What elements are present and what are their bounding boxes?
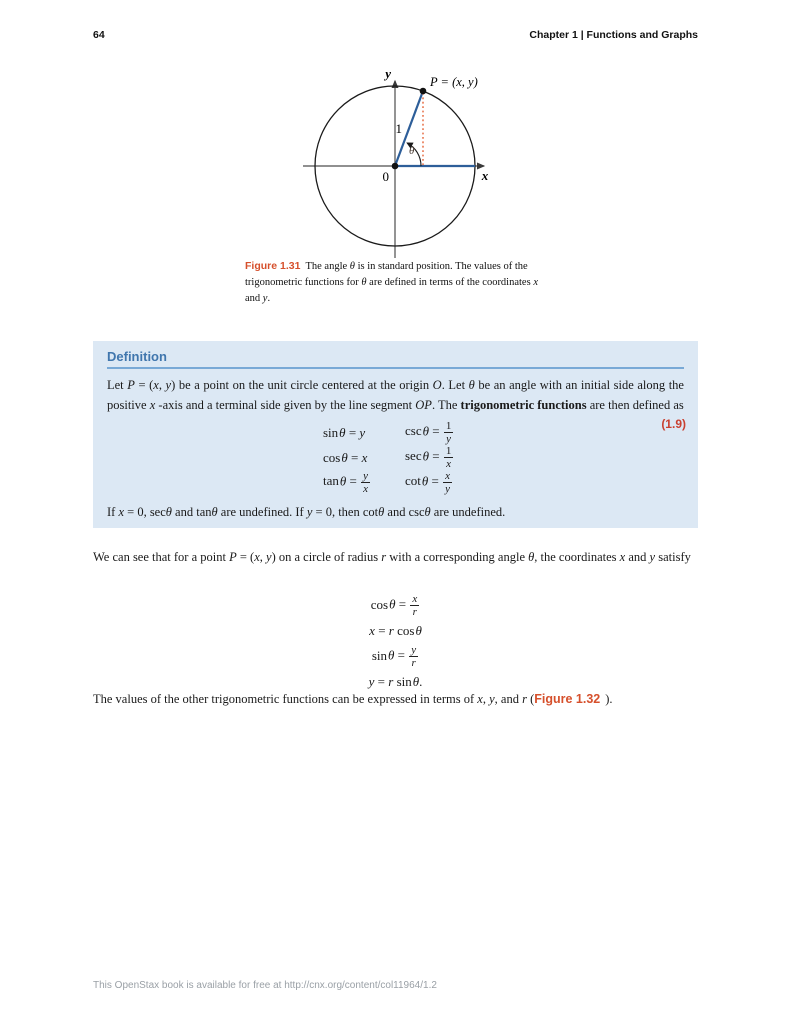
chapter-title: Chapter 1 | Functions and Graphs <box>529 29 698 41</box>
x-axis-label: x <box>481 168 489 183</box>
equation-y-r: y = r sinθ. <box>368 674 423 690</box>
equation-number: (1.9) <box>661 417 686 431</box>
equation-row <box>323 445 684 470</box>
radius-label: 1 <box>395 121 402 136</box>
trig-equations <box>323 420 684 495</box>
angle-theta-label: θ <box>409 145 415 157</box>
openstax-footer: This OpenStax book is available for free at http://cnx.org/content/col11964/1.2 <box>93 980 437 991</box>
equation-cos: cosθ = x <box>323 449 368 465</box>
equation-cos-r: cosθ = $\frac{x}{r}$ <box>370 593 418 619</box>
equation-row <box>323 470 684 495</box>
radius-equations <box>0 593 791 695</box>
page-number: 64 <box>93 29 105 41</box>
definition-title: Definition <box>107 349 167 364</box>
body-paragraph-other-functions: The values of the other trigonometric functions can be expressed in terms of x, y, and r (Figure 1.32 ). <box>93 692 613 706</box>
point-p-dot <box>420 88 427 95</box>
definition-rule <box>107 367 684 369</box>
page-header <box>93 29 698 41</box>
equation-x-r: x = r cosθ <box>369 623 422 639</box>
equation-row <box>323 420 684 445</box>
origin-dot <box>392 163 399 170</box>
unit-circle-figure <box>291 60 496 260</box>
definition-box <box>93 341 698 528</box>
origin-label: 0 <box>382 169 389 184</box>
equation-sin: sinθ = y <box>323 424 366 440</box>
definition-undefined-note: If x = 0, secθ and tanθ are undefined. If y = 0, then cotθ and cscθ are undefined. <box>107 505 506 519</box>
definition-intro: Let P = (x, y) be a point on the unit circle centered at the origin O. Let θ be an angle with an initial side along the positive x -axis and a terminal side given by the line segment OP. The trigonometric functions are then defined as <box>107 378 684 412</box>
body-paragraph-radius: We can see that for a point P = (x, y) on a circle of radius r with a corresponding angle θ, the coordinates x and y satisfy <box>93 550 691 564</box>
equation-sin-r: sinθ = $\frac{y}{r}$ <box>371 644 417 670</box>
equation-sec: secθ = $\frac{1}{x}$ <box>405 444 452 470</box>
equation-cot: cotθ = $\frac{x}{y}$ <box>405 469 451 495</box>
figure-caption: Figure 1.31 The angle θ is in standard position. The values of the trigonometric functions for θ are defined in terms of the coordinates x and y. <box>245 260 538 304</box>
y-axis-label: y <box>385 66 391 81</box>
point-p-label: P = (x, y) <box>430 75 478 89</box>
equation-csc: cscθ = $\frac{1}{y}$ <box>405 419 452 445</box>
equation-tan: tanθ = $\frac{y}{x}$ <box>323 469 369 495</box>
unit-circle-svg <box>291 60 496 260</box>
